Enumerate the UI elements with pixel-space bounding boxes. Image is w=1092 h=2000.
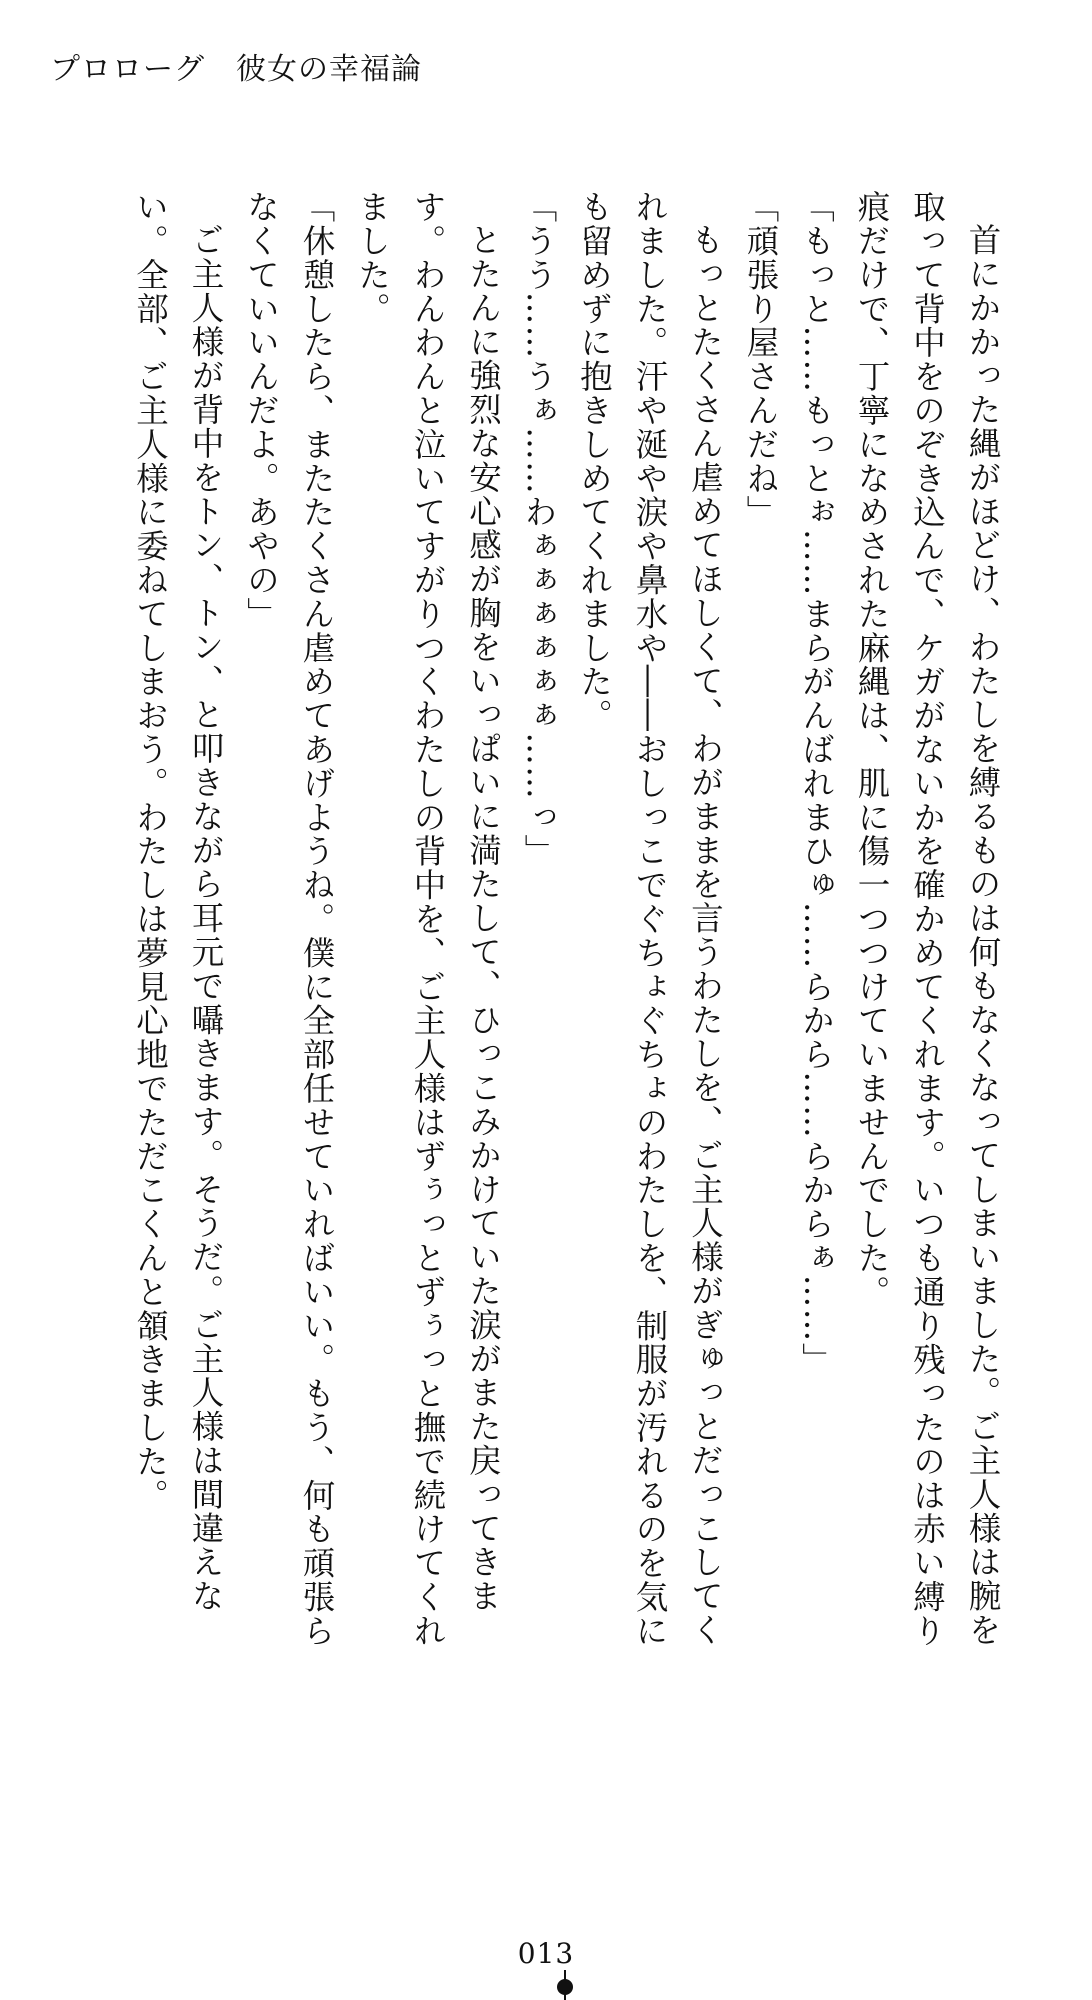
running-head-title: プロローグ 彼女の幸福論	[50, 52, 422, 87]
paragraph: とたんに強烈な安心感が胸をいっぱいに満たして、ひっこみかけていた涙がまた戻ってきます。わんわんと泣いてすがりつくわたしの背中を、ご主人様はずぅっとずぅっと撫で続けてくれました。	[353, 190, 503, 1648]
dialogue-line: 「休憩したら、またたくさん虐めてあげようね。僕に全部任せていればいい。もう、何も頑張らなくていいんだよ。あやの」	[242, 190, 336, 1648]
dialogue-line: 「もっと……もっとぉ……まらがんばれまひゅ……らから……らからぁ……」	[797, 190, 836, 1377]
paragraph: もっとたくさん虐めてほしくて、わがままを言うわたしを、ご主人様がぎゅっとだっこしてくれました。汗や涎や涙や鼻水や――おしっこでぐちょぐちょのわたしを、制服が汚れるのを気にも留めずに抱きしめてくれました。	[575, 190, 725, 1648]
body-text	[120, 190, 1010, 1670]
paragraph: 首にかかった縄がほどけ、わたしを縛るものは何もなくなってしまいました。ご主人様は腕を取って背中をのぞき込んで、ケガがないかを確かめてくれます。いつも通り残ったのは赤い縛り痕だけで、丁寧になめされた麻縄は、肌に傷一つつけていませんでした。	[853, 190, 1002, 1648]
paragraph: ご主人様が背中をトン、トン、と叩きながら耳元で囁きます。そうだ。ご主人様は間違えない。全部、ご主人様に委ねてしまおう。わたしは夢見心地でただこくんと頷きました。	[131, 190, 225, 1613]
page-marker-dot	[557, 1979, 573, 1995]
dialogue-line: 「頑張り屋さんだね」	[742, 190, 780, 529]
dialogue-line: 「うう……うぁ……わぁぁぁぁぁぁ……っ」	[520, 190, 558, 868]
page-number: 013	[517, 1937, 575, 1970]
